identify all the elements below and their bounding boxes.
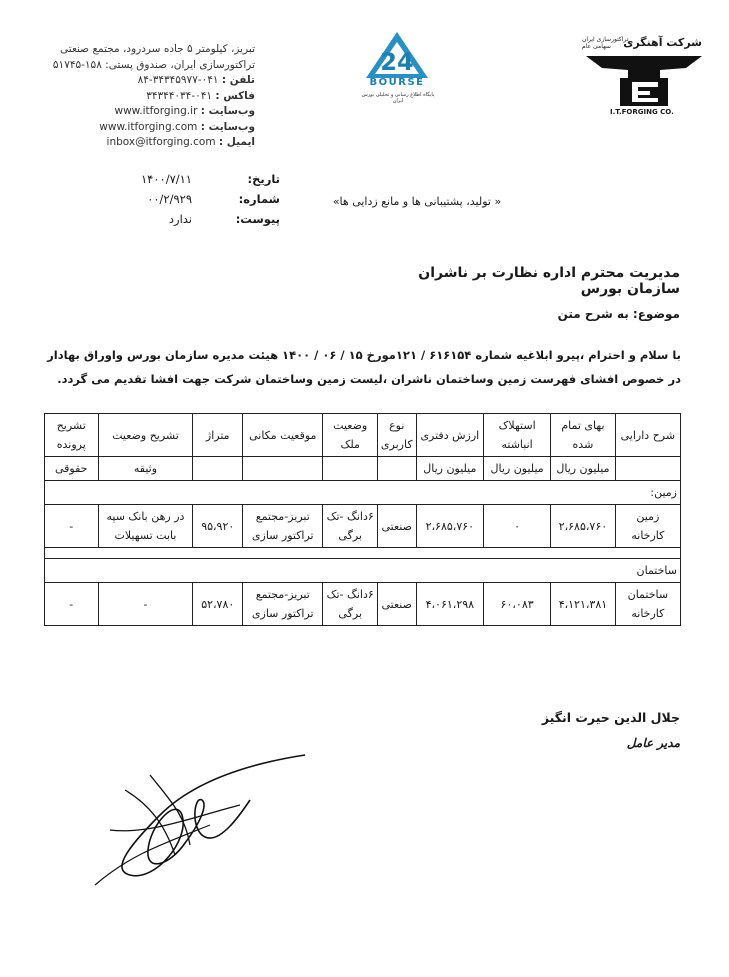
address-line-2: تراکتورسازی ایران، صندوق پستی: ۱۵۸-۵۱۷۴۵ [52,58,255,71]
header-total-cost: بهای تمام شده [551,414,616,457]
header-book-value: ارزش دفتری [416,414,484,457]
number-value: ۰۰/۲/۹۲۹ [147,192,192,206]
header-accumulated-depreciation: استهلاک انباشته [484,414,551,457]
email-link[interactable]: inbox@itforging.com [106,136,216,148]
website-row-1 [45,104,255,120]
section-label: زمین: [45,481,681,505]
header-location: موقعیت مکانی [243,414,323,457]
header-asset-description: شرح دارایی [615,414,680,457]
website-label-2: وب‌سایت : [200,120,255,133]
signer-name: جلال الدین حیرت انگیز [541,710,680,725]
bourse-triangle-icon [362,30,432,80]
website-link-2[interactable]: www.itforging.com [99,120,198,133]
unit-cell: حقوقی [45,457,99,481]
table-row [45,583,681,626]
unit-cell [377,457,416,481]
attachment-value: ندارد [168,212,192,226]
header-status-description: تشریح وضعیت [98,414,193,457]
table-cell: - [45,583,99,626]
unit-cell: میلیون ریال [551,457,616,481]
address-line-1: تبریز، کیلومتر ۵ جاده سردرود، مجتمع صنعتی [60,43,255,55]
section-label: ساختمان [45,559,681,583]
table-cell: ۰ [484,505,551,548]
date-row [100,172,280,192]
header-area: متراژ [193,414,243,457]
website-row-2 [45,120,255,136]
section-row-land [45,481,681,505]
letter-title: مدیریت محترم اداره نظارت بر ناشران سازمان بورس [418,265,680,297]
bourse-word: BOURSE [369,77,425,88]
table-cell: ۲،۶۸۵،۷۶۰ [551,505,616,548]
letter-subject: موضوع: به شرح متن [557,307,680,321]
handwritten-signature [90,745,320,890]
phone-value: ۰۴۱-۳۴۳۴۵۹۷۷-۸۴ [137,74,219,86]
table-cell: زمین کارخانه [615,505,680,548]
fax-row [45,89,255,105]
signer-role: مدیر عامل [626,736,680,750]
anvil-logo-icon [586,54,702,108]
table-cell: صنعتی [377,583,416,626]
table-cell: ۹۵،۹۲۰ [193,505,243,548]
spacer-row [45,548,681,559]
header-property-status: وضعیت ملک [323,414,377,457]
email-row [45,135,255,151]
itforging-logo [582,32,702,122]
date-label: تاریخ: [247,172,280,186]
unit-cell [193,457,243,481]
table-cell: ۶دانگ -تک برگی [323,583,377,626]
table-cell: تبریز-مجتمع تراکتور سازی [243,583,323,626]
number-row [100,192,280,212]
table-cell: ۴،۰۶۱،۲۹۸ [416,583,484,626]
table-cell: - [45,505,99,548]
table-cell: ۵۲،۷۸۰ [193,583,243,626]
company-english-name: I.T.FORGING CO. [610,108,674,116]
website-link-1[interactable]: www.itforging.ir [114,105,198,117]
unit-cell: میلیون ریال [416,457,484,481]
letter-meta [100,172,280,232]
unit-cell [323,457,377,481]
table-cell: ساختمان کارخانه [615,583,680,626]
table-cell: ۴،۱۲۱،۳۸۱ [551,583,616,626]
attachment-label: پیوست: [235,212,280,226]
number-label: شماره: [238,192,280,206]
header-usage-type: نوع کاربری [377,414,416,457]
header-case-description: تشریح پرونده [45,414,99,457]
email-label: ایمیل : [218,136,255,148]
table-cell: ۶دانگ -تک برگی [323,505,377,548]
table-cell: ۶۰،۰۸۳ [484,583,551,626]
phone-label: تلفن : [221,74,255,86]
date-value: ۱۴۰۰/۷/۱۱ [141,172,192,186]
table-cell: - [98,583,193,626]
section-row-building [45,559,681,583]
spacer-cell [45,548,681,559]
unit-cell: وثیقه [98,457,193,481]
unit-cell: میلیون ریال [484,457,551,481]
table-cell: تبریز-مجتمع تراکتور سازی [243,505,323,548]
phone-row [45,73,255,89]
company-subtitle: تراکتورسازی ایران سهامی عام [582,36,629,50]
table-row [45,505,681,548]
unit-cell [615,457,680,481]
table-cell: صنعتی [377,505,416,548]
table-units-row [45,457,681,481]
bourse-logo [361,30,435,110]
fax-value: ۰۴۱-۳۴۳۴۴۰۳۴ [146,89,213,102]
company-name: شرکت آهنگری [623,36,702,49]
fax-label: فاکس : [215,89,255,102]
table-cell: در رهن بانک سپه بابت تسهیلات [98,505,193,548]
svg-text:24: 24 [380,48,414,76]
table-header-row [45,414,681,457]
table-cell: ۲،۶۸۵،۷۶۰ [416,505,484,548]
company-contact-info [45,42,255,151]
unit-cell [243,457,323,481]
bourse-tagline: پایگاه اطلاع رسانی و تحلیلی بورس ایران [361,92,435,104]
website-label-1: وب‌سایت : [200,105,255,117]
letter-body: با سلام و احترام ،پیرو ابلاغیه شماره ۶۱۶۱۵۴ / ۱۲۱مورخ ۱۵ / ۰۶ / ۱۴۰۰ هیئت مدیره سازمان بورس واوراق بهادار در خصوص افشای فهرست زمین وساختمان ناشران ،لیست زمین وساختمان شرکت جهت افشا تقدیم می گردد. [47,348,681,386]
assets-table [44,413,681,626]
slogan: « تولید، پشتیبانی ها و مانع زدایی ها» [332,195,502,208]
attachment-row [100,212,280,232]
